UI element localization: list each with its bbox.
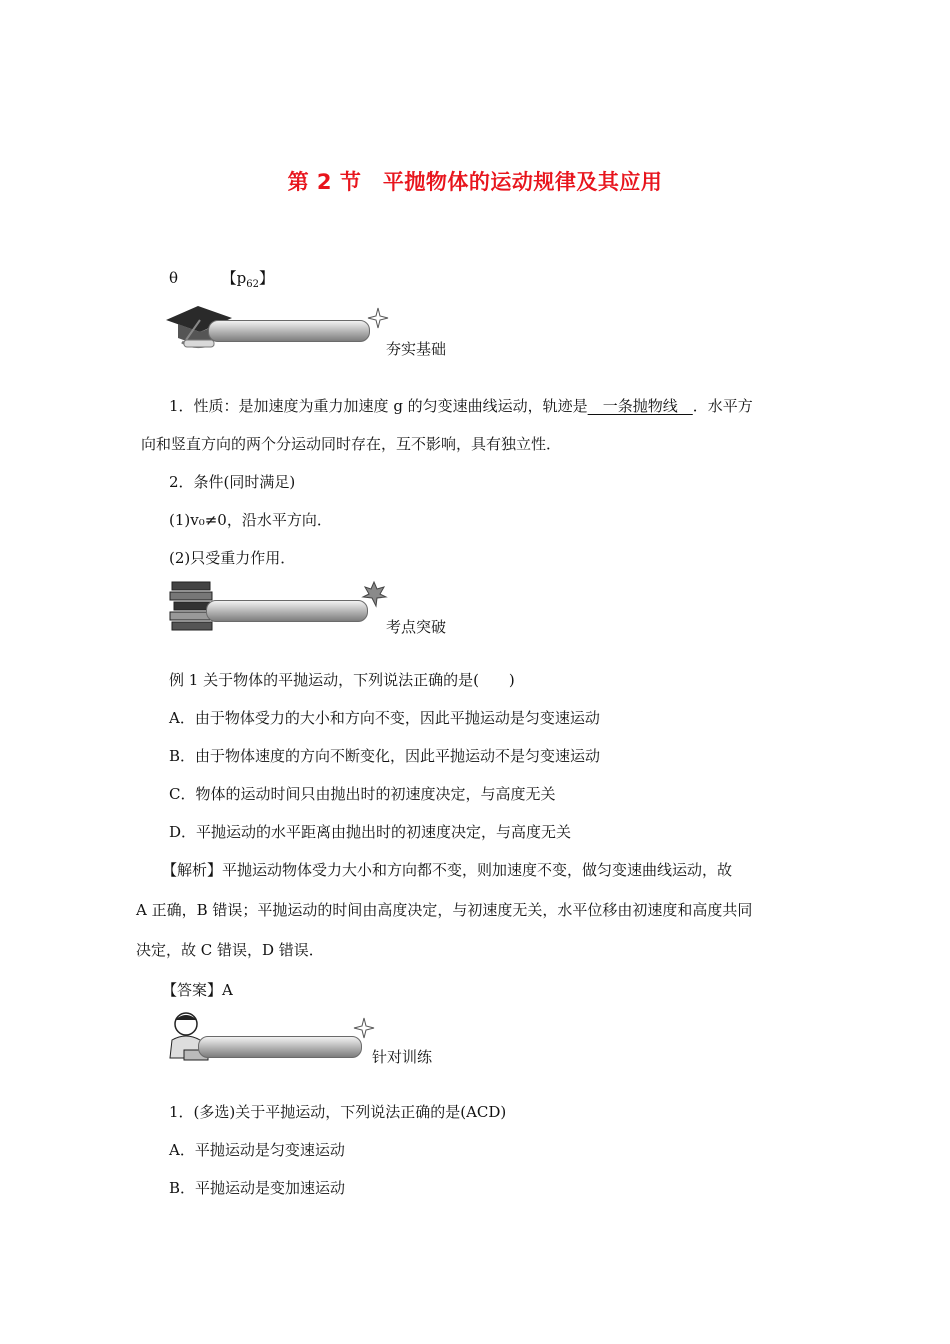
training-option-a: A．平抛运动是匀变速运动 <box>169 1141 345 1159</box>
example-stem: 例 1 关于物体的平抛运动，下列说法正确的是( ) <box>169 671 515 689</box>
example-option-b: B．由于物体速度的方向不断变化，因此平抛运动不是匀变速运动 <box>169 747 601 765</box>
basics-p2-item2: (2)只受重力作用． <box>169 549 296 567</box>
basics-p2: 2．条件(同时满足) <box>169 473 296 491</box>
maple-leaf-icon <box>362 582 386 606</box>
basics-p1-line1 <box>169 396 753 416</box>
example-answer: 【答案】A <box>162 981 233 999</box>
page-ref-open: 【p <box>221 269 247 287</box>
section-label-foundation: 夯实基础 <box>386 340 447 358</box>
basics-p1-text-b: ．水平方 <box>692 397 753 415</box>
basics-p1-line2: 向和竖直方向的两个分运动同时存在，互不影响，具有独立性． <box>141 435 562 453</box>
section-label-keypoints: 考点突破 <box>386 618 447 636</box>
theta-symbol: θ <box>169 269 179 287</box>
example-option-c: C．物体的运动时间只由抛出时的初速度决定，与高度无关 <box>169 785 556 803</box>
banner-bar <box>208 320 370 342</box>
training-q1: 1．(多选)关于平抛运动，下列说法正确的是(ACD) <box>169 1103 507 1121</box>
sparkle-icon <box>368 308 388 328</box>
example-analysis-line3: 决定，故 C 错误，D 错误． <box>136 941 324 959</box>
banner-bar <box>198 1036 362 1058</box>
sparkle-icon <box>354 1018 374 1038</box>
basics-p1-blank: __一条抛物线__ <box>587 397 693 415</box>
basics-p1-text-a: 1．性质：是加速度为重力加速度 g 的匀变速曲线运动，轨迹是 <box>169 397 588 415</box>
example-option-a: A．由于物体受力的大小和方向不变，因此平抛运动是匀变速运动 <box>169 709 600 727</box>
page-title: 第 2 节 平抛物体的运动规律及其应用 <box>287 170 663 194</box>
page-ref <box>169 268 274 295</box>
page-ref-close: 】 <box>258 269 274 287</box>
example-analysis-line2: A 正确，B 错误；平抛运动的时间由高度决定，与初速度无关，水平位移由初速度和高度共同 <box>136 901 753 919</box>
example-option-d: D．平抛运动的水平距离由抛出时的初速度决定，与高度无关 <box>169 823 572 841</box>
page-ref-number: 62 <box>246 279 259 290</box>
section-label-training: 针对训练 <box>372 1048 433 1066</box>
example-analysis-line1: 【解析】平抛运动物体受力大小和方向都不变，则加速度不变，做匀变速曲线运动，故 <box>162 861 733 879</box>
training-option-b: B．平抛运动是变加速运动 <box>169 1179 346 1197</box>
basics-p2-item1: (1)v₀≠0，沿水平方向． <box>169 511 332 529</box>
banner-bar <box>206 600 368 622</box>
